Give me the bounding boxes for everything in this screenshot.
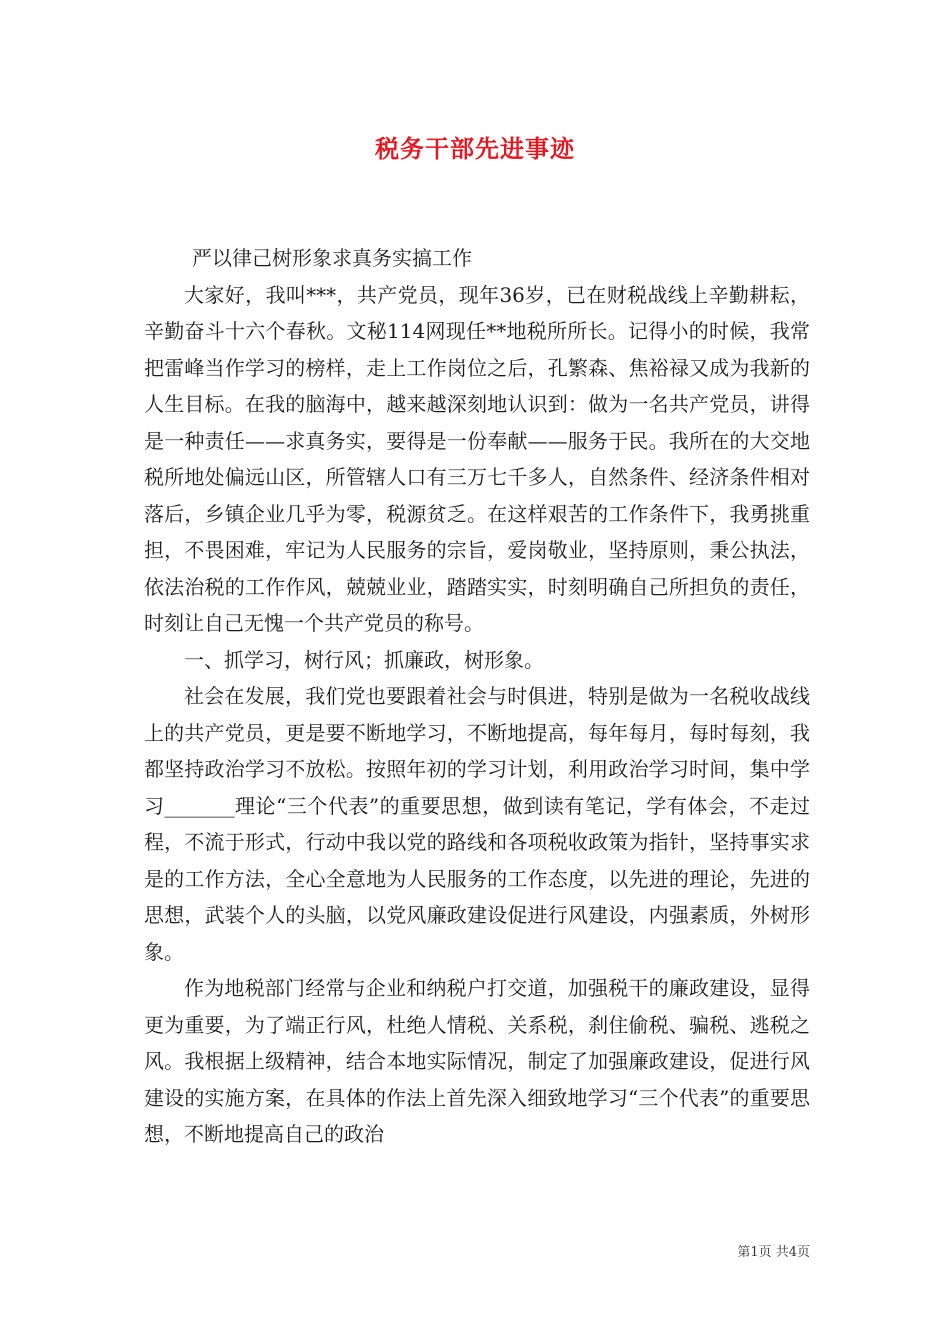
document-title: 税务干部先进事迹 (375, 134, 575, 163)
document-body (144, 240, 810, 1153)
page-number: 第1页 共4页 (737, 1245, 810, 1260)
section-heading-study: 一、抓学习，树行风；抓廉政，树形象。 (184, 647, 544, 672)
paragraph-introduction: 大家好，我叫***，共产党员，现年36岁，已在财税战线上辛勤耕耘，辛勤奋斗十六个春秋。文秘114网现任**地税所所长。记得小的时候，我常把雷峰当作学习的榜样，走上工作岗位之后，孔繁森、焦裕禄又成为我新的人生目标。在我的脑海中，越来越深刻地认识到：做为一名共产党员，讲得是一种责任——求真务实，要得是一份奉献——服务于民。我所在的大交地税所地处偏远山区，所管辖人口有三万七千多人，自然条件、经济条件相对落后，乡镇企业几乎为零，税源贫乏。在这样艰苦的工作条件下，我勇挑重担，不畏困难，牢记为人民服务的宗旨，爱岗敬业，坚持原则，秉公执法，依法治税的工作作风，兢兢业业，踏踏实实，时刻明确自己所担负的责任，时刻让自己无愧一个共产党员的称号。 (144, 282, 810, 635)
paragraph-study: 社会在发展，我们党也要跟着社会与时俱进，特别是做为一名税收战线上的共产党员，更是要不断地学习，不断地提高，每年每月，每时每刻，我都坚持政治学习不放松。按照年初的学习计划，利用政治学习时间，集中学习_______理论“三个代表”的重要思想，做到读有笔记，学有体会，不走过程，不流于形式，行动中我以党的路线和各项税收政策为指针，坚持事实求是的工作方法，全心全意地为人民服务的工作态度，以先进的理论，先进的思想，武装个人的头脑，以党风廉政建设促进行风建设，内强素质，外树形象。 (144, 684, 810, 964)
section-subtitle: 严以律己树形象求真务实搞工作 (192, 246, 472, 270)
paragraph-integrity: 作为地税部门经常与企业和纳税户打交道，加强税干的廉政建设，显得更为重要，为了端正行风，杜绝人情税、关系税，刹住偷税、骗税、逃税之风。我根据上级精神，结合本地实际情况，制定了加强廉政建设，促进行风建设的实施方案，在具体的作法上首先深入细致地学习“三个代表”的重要思想，不断地提高自己的政治 (144, 976, 810, 1146)
